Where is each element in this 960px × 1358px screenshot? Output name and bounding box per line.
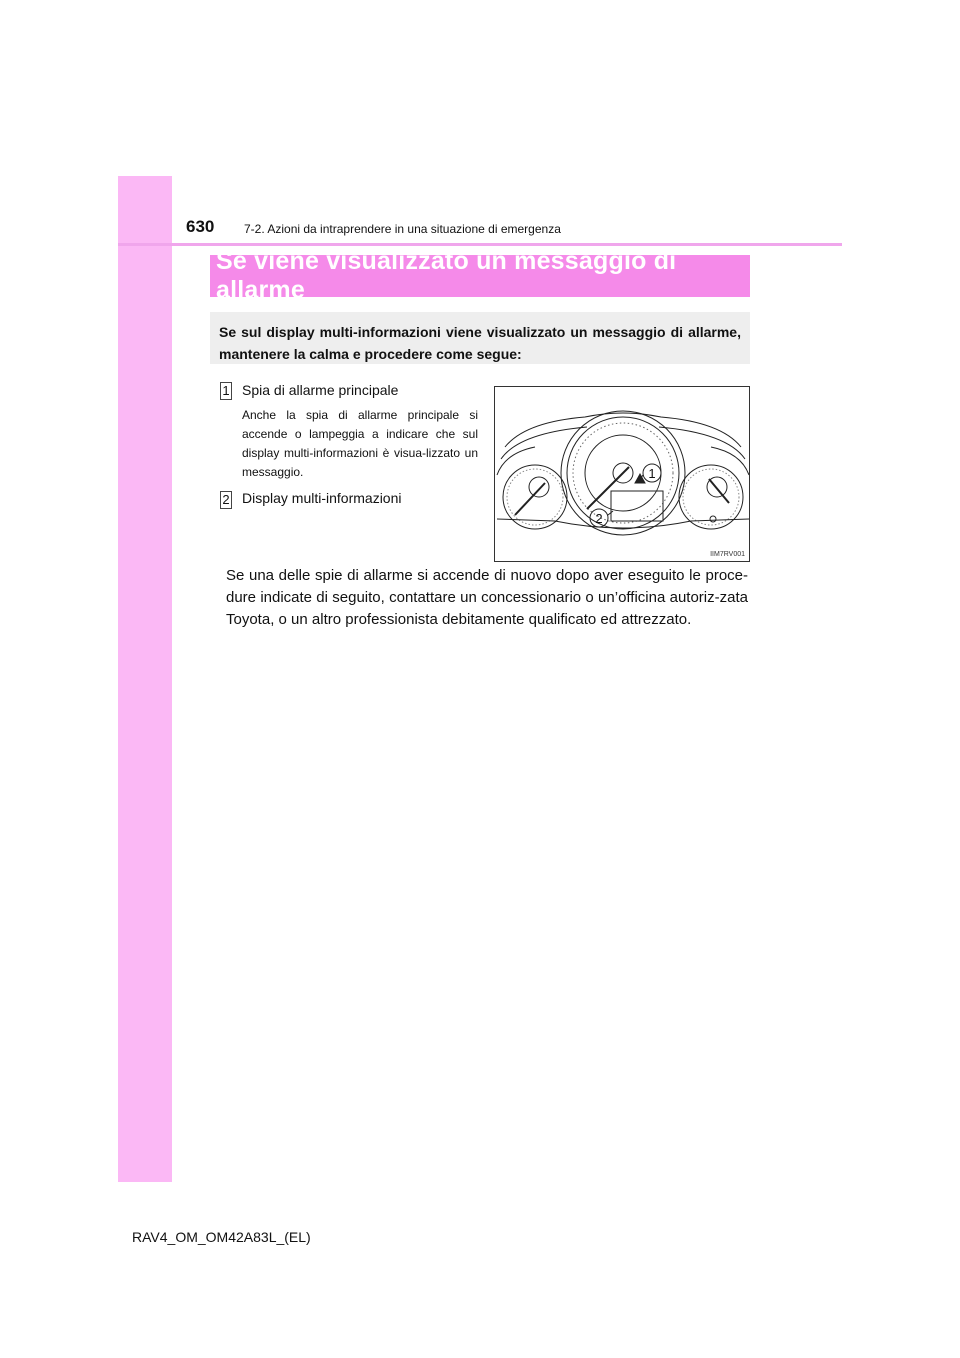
page-heading: Se viene visualizzato un messaggio di allarme [210,255,750,297]
intro-box: Se sul display multi-informazioni viene visualizzato un messaggio di allarme, mantenere la calma e procedere come segue: [210,312,750,364]
footer-doc-id: RAV4_OM_OM42A83L_(EL) [132,1229,311,1245]
page-number: 630 [186,217,215,236]
item-number-1: 1 [220,382,232,400]
body-paragraph: Se una delle spie di allarme si accende di nuovo dopo aver eseguito le proce-dure indicate di seguito, contattare un concessionario o un’officina autoriz-zata Toyota, o un altro professionista debitamente qualificato ed attrezzato. [226,567,748,628]
header-divider [118,243,842,246]
item-description-1: Anche la spia di allarme principale si accende o lampeggia a indicare che sul display multi-informazioni è visua-lizzato un messaggio. [242,408,478,479]
section-title: 7-2. Azioni da intraprendere in una situazione di emergenza [244,222,561,236]
instrument-cluster-figure [494,386,750,562]
item-number-2: 2 [220,491,232,509]
item-title-2: Display multi-informazioni [242,490,402,506]
sidebar-tab [118,176,172,1182]
figure-callout-2: 2 [595,511,603,526]
figure-callout-1: 1 [648,466,656,481]
figure-code: IIM7RV001 [710,551,745,558]
item-title-1: Spia di allarme principale [242,382,399,398]
instrument-cluster-illustration [495,387,750,562]
